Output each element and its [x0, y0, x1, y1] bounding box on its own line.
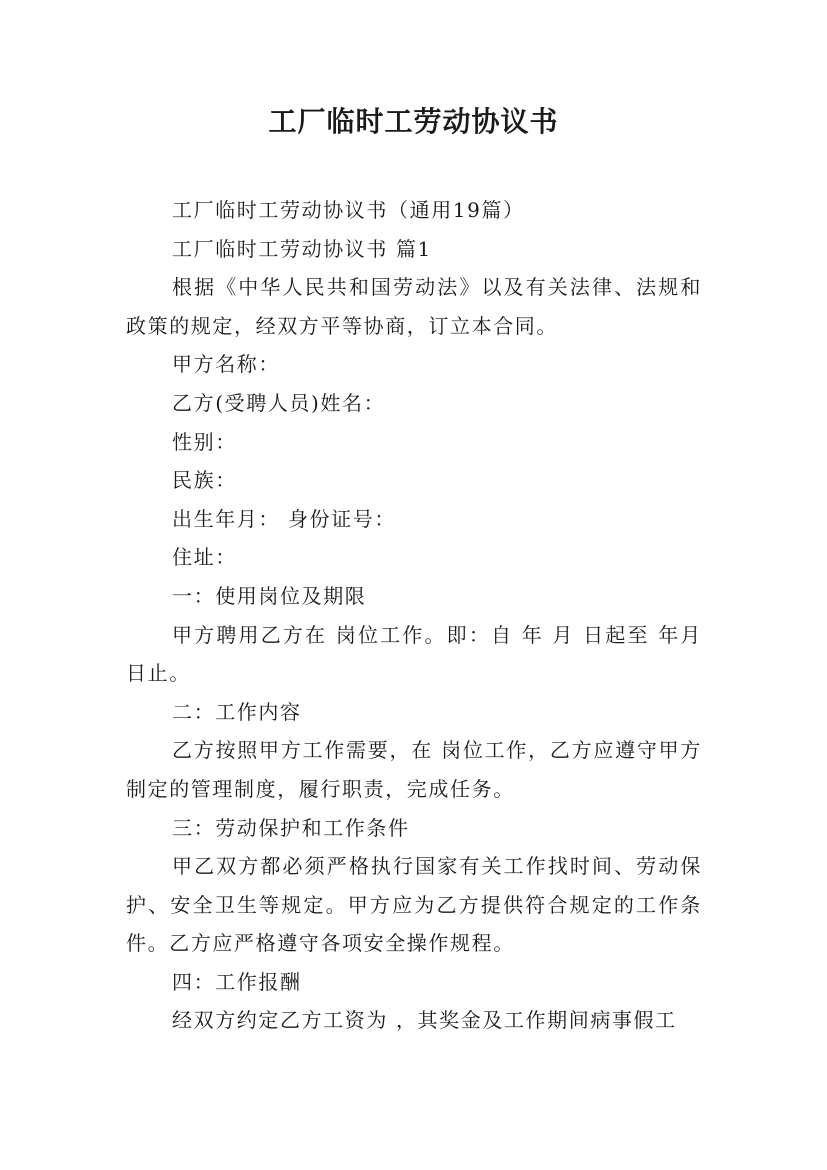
- clause-heading-4: 四：工作报酬: [172, 969, 302, 994]
- clause-heading-1: 一：使用岗位及期限: [172, 583, 367, 608]
- clause-text-4: 经双方约定乙方工资为 ，其奖金及工作期间病事假工: [172, 1008, 677, 1033]
- paragraph-preamble: 根据《中华人民共和国劳动法》以及有关法律、法规和政策的规定，经双方平等协商，订立本合同。: [126, 275, 702, 338]
- document-body: [126, 191, 702, 1040]
- field-address: 住址：: [172, 545, 237, 570]
- field-birth-and-id: 出生年月： 身份证号：: [172, 506, 396, 531]
- field-party-b-name: 乙方(受聘人员)姓名：: [172, 390, 386, 415]
- clause-text-1: 甲方聘用乙方在 岗位工作。即：自 年 月 日起至 年月 日止。: [126, 622, 702, 686]
- paragraph-subtitle: 工厂临时工劳动协议书（通用19篇）: [172, 198, 525, 222]
- clause-text-2: 乙方按照甲方工作需要，在 岗位工作，乙方应遵守甲方制定的管理制度，履行职责，完成任务。: [126, 738, 702, 801]
- document-title: 工厂临时工劳动协议书: [268, 105, 559, 138]
- paragraph-section-heading: 工厂临时工劳动协议书 篇1: [172, 236, 432, 261]
- field-gender: 性别：: [172, 429, 237, 454]
- field-ethnicity: 民族：: [172, 468, 237, 493]
- clause-text-3: 甲乙双方都必须严格执行国家有关工作找时间、劳动保护、安全卫生等规定。甲方应为乙方提供符合规定的工作条件。乙方应严格遵守各项安全操作规程。: [126, 854, 702, 956]
- clause-heading-3: 三：劳动保护和工作条件: [172, 815, 410, 840]
- field-party-a-name: 甲方名称：: [172, 352, 280, 377]
- clause-heading-2: 二：工作内容: [172, 699, 302, 724]
